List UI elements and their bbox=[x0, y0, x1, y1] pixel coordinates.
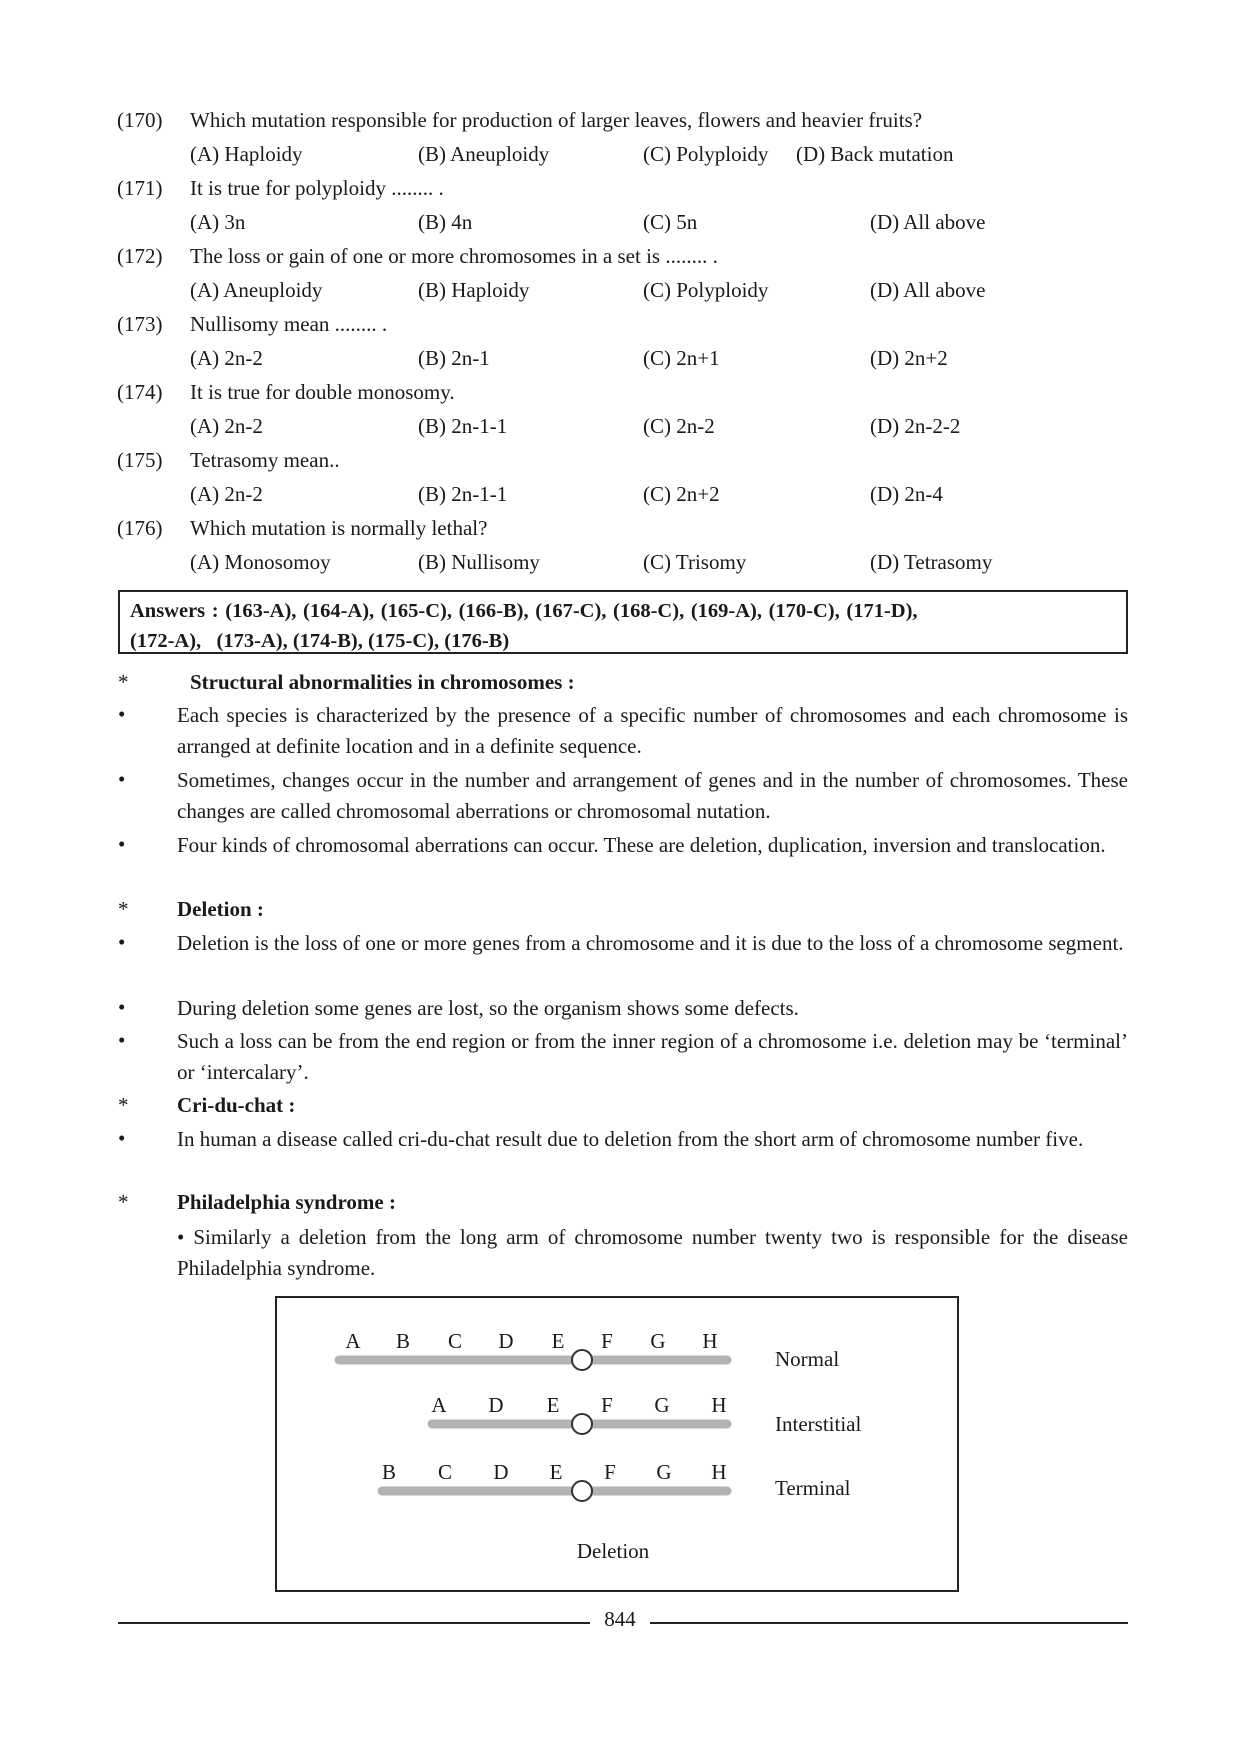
option-c: (C) Polyploidy bbox=[643, 278, 769, 302]
option-b: (B) 2n-1-1 bbox=[418, 482, 508, 506]
question-text: It is true for double monosomy. bbox=[190, 380, 455, 404]
gene-label: G bbox=[650, 1329, 666, 1353]
gene-label: D bbox=[498, 1329, 514, 1353]
star-marker: * bbox=[118, 897, 129, 921]
option-c: (C) 2n+2 bbox=[643, 482, 720, 506]
question-number: (173) bbox=[117, 312, 163, 336]
question-text: Tetrasomy mean.. bbox=[190, 448, 340, 472]
bullet-marker: • bbox=[118, 767, 126, 791]
option-d: (D) All above bbox=[870, 210, 986, 234]
cri-du-chat-bullet: In human a disease called cri-du-chat result due to deletion from the short arm of chromosome number five. bbox=[177, 1127, 1084, 1151]
deletion-diagram bbox=[275, 1296, 959, 1592]
question-number: (172) bbox=[117, 244, 163, 268]
row-label: Terminal bbox=[775, 1476, 851, 1500]
option-d: (D) 2n+2 bbox=[870, 346, 948, 370]
option-a: (A) Haploidy bbox=[190, 142, 303, 166]
question-text: Nullisomy mean ........ . bbox=[190, 312, 388, 336]
centromere bbox=[572, 1350, 592, 1370]
option-a: (A) 2n-2 bbox=[190, 482, 263, 506]
gene-label: B bbox=[381, 1460, 397, 1484]
star-marker: * bbox=[118, 1093, 129, 1117]
row-label: Normal bbox=[775, 1347, 840, 1371]
gene-label: F bbox=[601, 1393, 613, 1417]
star-marker: * bbox=[118, 670, 129, 694]
option-b: (B) Nullisomy bbox=[418, 550, 540, 574]
gene-label: E bbox=[546, 1393, 560, 1417]
option-b: (B) Haploidy bbox=[418, 278, 530, 302]
bullet-marker: • bbox=[118, 930, 126, 954]
option-a: (A) Aneuploidy bbox=[190, 278, 323, 302]
structural-bullet: Sometimes, changes occur in the number and arrangement of genes and in the number of chromosomes. These changes are called chromosomal aberrations or chromosomal nutation. bbox=[177, 768, 1128, 823]
row-label: Interstitial bbox=[775, 1412, 862, 1436]
gene-label: G bbox=[656, 1460, 672, 1484]
option-c: (C) 5n bbox=[643, 210, 698, 234]
option-b: (B) 2n-1 bbox=[418, 346, 490, 370]
gene-label: A bbox=[431, 1393, 447, 1417]
gene-label: A bbox=[345, 1329, 361, 1353]
gene-label: H bbox=[702, 1329, 718, 1353]
bullet-marker: • bbox=[118, 832, 126, 856]
option-d: (D) 2n-2-2 bbox=[870, 414, 961, 438]
philadelphia-text: • Similarly a deletion from the long arm of chromosome number twenty two is responsible for the disease Philadelphia syndrome. bbox=[177, 1225, 1128, 1280]
gene-label: D bbox=[493, 1460, 509, 1484]
gene-label: F bbox=[601, 1329, 613, 1353]
structural-bullet: Four kinds of chromosomal aberrations can occur. These are deletion, duplication, inversion and translocation. bbox=[177, 833, 1106, 857]
option-c: (C) Polyploidy bbox=[643, 142, 769, 166]
option-d: (D) Back mutation bbox=[796, 142, 954, 166]
deletion-bullet: Deletion is the loss of one or more genes from a chromosome and it is due to the loss of a chromosome segment. bbox=[177, 931, 1124, 955]
bullet-marker: • bbox=[118, 1126, 126, 1150]
option-d: (D) Tetrasomy bbox=[870, 550, 993, 574]
option-d: (D) 2n-4 bbox=[870, 482, 943, 506]
option-c: (C) Trisomy bbox=[643, 550, 747, 574]
gene-label: E bbox=[551, 1329, 565, 1353]
question-number: (175) bbox=[117, 448, 163, 472]
gene-label: C bbox=[447, 1329, 463, 1353]
section-heading-philadelphia: Philadelphia syndrome : bbox=[177, 1190, 396, 1214]
bullet-marker: • bbox=[118, 995, 126, 1019]
option-a: (A) 2n-2 bbox=[190, 346, 263, 370]
footer-rule-right bbox=[650, 1622, 1128, 1624]
question-text: Which mutation is normally lethal? bbox=[190, 516, 488, 540]
structural-bullet: Each species is characterized by the presence of a specific number of chromosomes and each chromosome is arranged at definite location and in a definite sequence. bbox=[177, 703, 1128, 758]
gene-label: B bbox=[395, 1329, 411, 1353]
centromere bbox=[572, 1414, 592, 1434]
page-number: 844 bbox=[604, 1607, 636, 1631]
section-heading-structural: Structural abnormalities in chromosomes : bbox=[190, 670, 575, 694]
question-number: (171) bbox=[117, 176, 163, 200]
answers-line-1: Answers : (163-A), (164-A), (165-C), (166-B), (167-C), (168-C), (169-A), (170-C), (171-D), bbox=[130, 600, 918, 622]
question-number: (170) bbox=[117, 108, 163, 132]
deletion-bullet: Such a loss can be from the end region or from the inner region of a chromosome i.e. deletion may be ‘terminal’ or ‘intercalary’. bbox=[177, 1029, 1128, 1084]
answers-line-2: (172-A), (173-A), (174-B), (175-C), (176-B) bbox=[130, 630, 510, 652]
deletion-bullet: During deletion some genes are lost, so the organism shows some defects. bbox=[177, 996, 799, 1020]
gene-label: H bbox=[711, 1460, 727, 1484]
diagram-caption: Deletion bbox=[576, 1539, 650, 1563]
question-text: Which mutation responsible for production of larger leaves, flowers and heavier fruits? bbox=[190, 108, 923, 132]
option-b: (B) 2n-1-1 bbox=[418, 414, 508, 438]
gene-label: E bbox=[549, 1460, 563, 1484]
deletion-diagram-svg bbox=[277, 1298, 957, 1590]
gene-label: F bbox=[604, 1460, 616, 1484]
footer-rule-left bbox=[118, 1622, 590, 1624]
option-b: (B) Aneuploidy bbox=[418, 142, 550, 166]
question-text: The loss or gain of one or more chromosomes in a set is ........ . bbox=[190, 244, 718, 268]
gene-label: H bbox=[711, 1393, 727, 1417]
question-number: (174) bbox=[117, 380, 163, 404]
gene-label: D bbox=[488, 1393, 504, 1417]
gene-label: C bbox=[437, 1460, 453, 1484]
option-d: (D) All above bbox=[870, 278, 986, 302]
bullet-marker: • bbox=[118, 1028, 126, 1052]
option-c: (C) 2n-2 bbox=[643, 414, 715, 438]
question-number: (176) bbox=[117, 516, 163, 540]
section-heading-cri-du-chat: Cri-du-chat : bbox=[177, 1093, 296, 1117]
question-text: It is true for polyploidy ........ . bbox=[190, 176, 444, 200]
star-marker: * bbox=[118, 1190, 129, 1214]
option-c: (C) 2n+1 bbox=[643, 346, 720, 370]
gene-label: G bbox=[654, 1393, 670, 1417]
bullet-marker: • bbox=[118, 702, 126, 726]
option-a: (A) Monosomoy bbox=[190, 550, 331, 574]
answers-box bbox=[118, 590, 1128, 654]
option-a: (A) 2n-2 bbox=[190, 414, 263, 438]
option-b: (B) 4n bbox=[418, 210, 473, 234]
option-a: (A) 3n bbox=[190, 210, 246, 234]
section-heading-deletion: Deletion : bbox=[177, 897, 264, 921]
centromere bbox=[572, 1481, 592, 1501]
